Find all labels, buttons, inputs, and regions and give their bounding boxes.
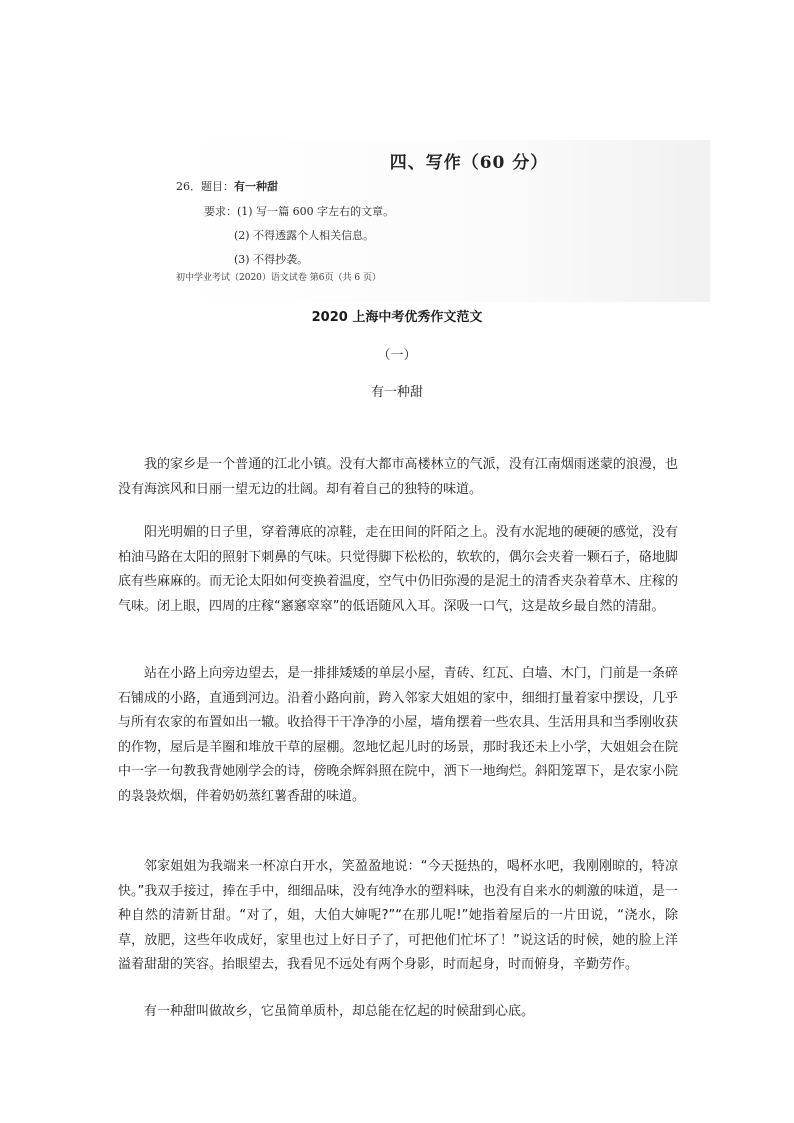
essay-paragraph-5: 有一种甜叫做故乡，它虽简单质朴，却总能在忆起的时候甜到心底。	[144, 1004, 535, 1019]
section-title: 四、写作（60 分）	[389, 153, 549, 173]
exam-footer: 初中学业考试（2020）语文试卷 第6页（共 6 页）	[176, 273, 381, 283]
essay-subtitle: 有一种甜	[370, 385, 423, 400]
requirement-3: (3) 不得抄袭。	[234, 253, 309, 266]
essay-number: （一）	[377, 348, 417, 363]
requirement-label: 要求：	[204, 205, 237, 218]
essay-paragraph-4: 邻家姐姐为我端来一杯凉白开水，笑盈盈地说：“今天挺热的，喝杯水吧，我刚刚晾的，特凉快。”我双手接过，捧在手中，细细品味，没有纯净水的塑料味，也没有自来水的刺激的味道，是一种自然的清新甘甜。“对了，姐，大伯大婶呢?”“在那儿呢!”她指着屋后的一片田说，“浇水，除草，放肥，这些年收成好，家里也过上好日子了，可把他们忙坏了！”说这话的时候，她的脸上洋溢着甜甜的笑容。抬眼望去，我看见不远处有两个身影，时而起身，时而俯身，辛勤劳作。	[118, 859, 678, 972]
requirement-2: (2) 不得透露个人相关信息。	[234, 229, 375, 242]
essay-paragraph-2: 阳光明媚的日子里，穿着薄底的凉鞋，走在田间的阡陌之上。没有水泥地的硬硬的感觉，没有柏油马路在太阳的照射下刺鼻的气味。只觉得脚下松松的，软软的，偶尔会夹着一颗石子，硌地脚底有些麻麻的。而无论太阳如何变换着温度，空气中仍旧弥漫的是泥土的清香夹杂着草木、庄稼的气味。闭上眼，四周的庄稼“窸窸窣窣”的低语随风入耳。深吸一口气，这是故乡最自然的清甜。	[118, 525, 678, 614]
requirement-1	[204, 203, 394, 219]
topic-title: 有一种甜	[234, 180, 278, 193]
essay-paragraph-1: 我的家乡是一个普通的江北小镇。没有大都市高楼林立的气派，没有江南烟雨迷蒙的浪漫，也没有海滨风和日丽一望无边的壮阔。却有着自己的独特的味道。	[118, 457, 678, 497]
essay-paragraph-3: 站在小路上向旁边望去，是一排排矮矮的单层小屋，青砖、红瓦、白墙、木门，门前是一条碎石铺成的小路，直通到河边。沿着小路向前，跨入邻家大姐姐的家中，细细打量着家中摆设，几乎与所有农家的布置如出一辙。收拾得干干净净的小屋，墙角摆着一些农具、生活用具和当季刚收获的作物，屋后是羊圈和堆放干草的屋棚。忽地忆起儿时的场景，那时我还未上小学，大姐姐会在院中一字一句教我背她刚学会的诗，傍晚余辉斜照在院中，洒下一地绚烂。斜阳笼罩下，是农家小院的袅袅炊烟，伴着奶奶蒸红薯香甜的味道。	[118, 666, 678, 804]
essay-title: 2020 上海中考优秀作文范文	[311, 310, 483, 325]
topic-prefix: 26．题目：	[176, 180, 234, 193]
scanned-exam-question	[172, 140, 710, 302]
requirement-text: (1) 写一篇 600 字左右的文章。	[237, 205, 395, 218]
question-topic	[176, 178, 278, 194]
